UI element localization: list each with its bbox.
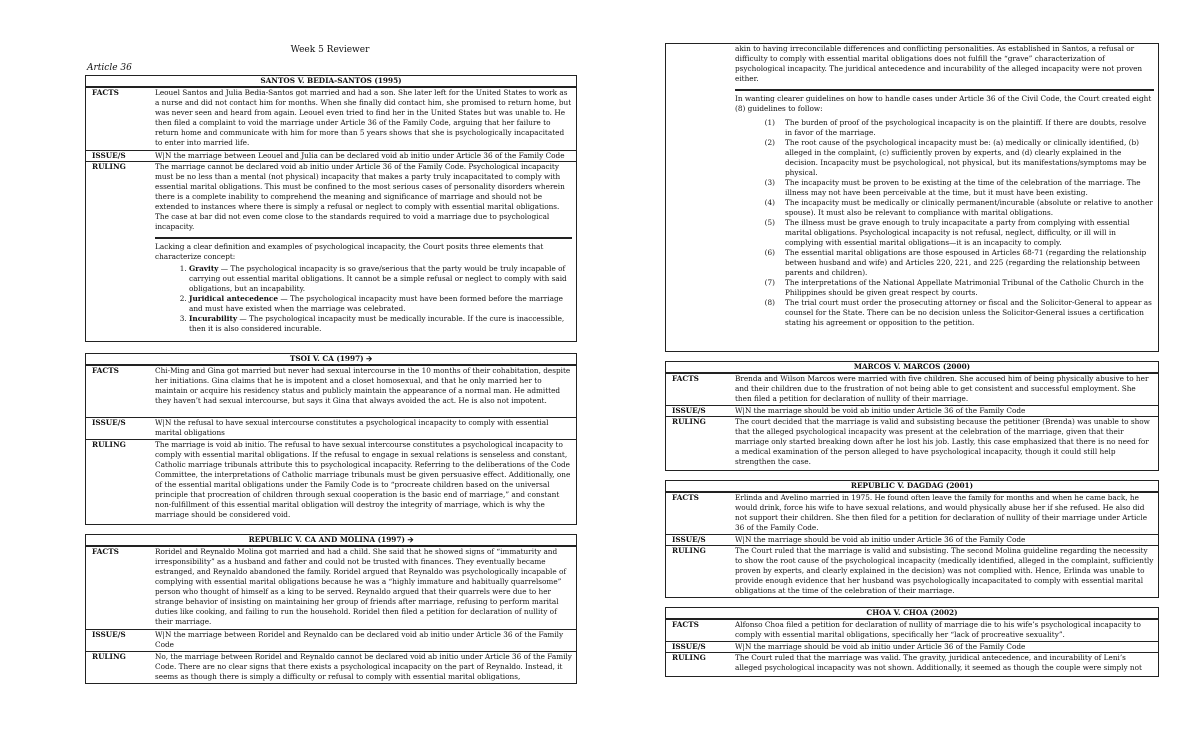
- article-heading: Article 36: [87, 63, 132, 73]
- case-header: REPUBLIC V. DAGDAG (2001): [666, 481, 1158, 492]
- divider: [155, 237, 572, 239]
- ruling-row: [86, 651, 576, 682]
- list-item: (1) The burden of proof of the psychological incapacity is on the plaintiff. If there are doubts, resolve in favor of the marriage.: [764, 118, 1147, 137]
- facts-row: [666, 619, 1158, 641]
- facts-row: [666, 373, 1158, 405]
- ruling-continued-text: akin to having irreconcilable differences and conflicting personalities. As established in Santos, a refusal or difficulty to comply with essential marital obligations does not fulfill the “grave” characterization of psychological incapacity. The juridical antecedence and incurability of the alleged incapacity were not proven either.: [735, 44, 1143, 83]
- list-item: (6) The essential marital obligations are those espoused in Articles 68-71 (regarding the relationship between husband and wife) and Articles 220, 221, and 225 (regarding the relationship between parents and children).: [764, 248, 1147, 277]
- case-header: TSOI V. CA (1997) 🡪: [86, 354, 576, 365]
- ruling-content: [155, 162, 576, 334]
- facts-label: FACTS: [92, 88, 119, 97]
- facts-row: [666, 492, 1158, 534]
- facts-row: [86, 87, 576, 150]
- issue-row: [666, 534, 1158, 545]
- facts-label: FACTS: [672, 620, 699, 629]
- case-santos: [85, 75, 577, 342]
- facts-label: FACTS: [92, 547, 119, 556]
- ruling-label: RULING: [92, 440, 126, 449]
- list-item: (3) The incapacity must be proven to be existing at the time of the celebration of the marriage. The illness may not have been perceivable at the time, but it must have been existing.: [764, 178, 1141, 197]
- facts-label: FACTS: [672, 374, 699, 383]
- issue-text: W|N the refusal to have sexual intercourse constitutes a psychological incapacity to comply with essential marital obligations: [155, 418, 549, 437]
- issue-row: [666, 641, 1158, 652]
- list-item: 1. Gravity — The psychological incapacity is so grave/serious that the party would be truly incapable of carrying out essential marital obligations. It cannot be a simple refusal or neglect to comply with said obligations, but an incapability.: [189, 264, 572, 294]
- divider: [735, 89, 1154, 91]
- facts-label: FACTS: [92, 366, 119, 375]
- ruling-continued: [735, 44, 1158, 328]
- list-item: (8) The trial court must order the prosecuting attorney or fiscal and the Solicitor-General to appear as counsel for the State. There can be no decision unless the Solicitor-General issues a certification stating his agreement or opposition to the petition.: [764, 298, 1152, 327]
- issue-text: W|N the marriage should be void ab initio under Article 36 of the Family Code: [735, 535, 1026, 544]
- issue-label: ISSUE/S: [672, 535, 706, 544]
- issue-label: ISSUE/S: [92, 151, 126, 160]
- case-header: SANTOS V. BEDIA-SANTOS (1995): [86, 76, 576, 87]
- ruling-text: The Court ruled that the marriage is valid and subsisting. The second Molina guideline regarding the necessity to show the root cause of the psychological incapacity (medically identified, alleged in the complaint, sufficiently proven by experts, and clearly explained in the decision) was not complied with. Hence, Erlinda was unable to provide enough evidence that her husband was psychologically incapacitated to comply with essential marital obligations at the time of the celebration of their marriage.: [735, 546, 1154, 595]
- ruling-intro: Lacking a clear definition and examples of psychological incapacity, the Court posits three elements that characterize concept:: [155, 242, 544, 261]
- ruling-text: The court decided that the marriage is valid and subsisting because the petitioner (Brenda) was unable to show that the alleged psychological incapacity was present at the celebration of the marriage, given that their marriage only started breaking down after he lost his job. Lastly, this case emphasized that there is no need for a medical examination of the person alleged to have psychological incapacity, though it could still help strengthen the case.: [735, 417, 1150, 466]
- list-item: (7) The interpretations of the National Appellate Matrimonial Tribunal of the Catholic Church in the Philippines should be given great respect by courts.: [764, 278, 1144, 297]
- ruling-text: The marriage cannot be declared void ab initio under Article 36 of the Family Code. Psychological incapacity must be no less than a mental (not physical) incapacity that makes a party truly incapacitated to comply with essential marital obligations. This must be confined to the most serious cases of personality disorders wherein there is a complete inability to comprehend the meaning and significance of marriage and should not be extended to instances where there is simply a refusal or neglect to comply with essential marital obligations. The case at bar did not even come close to the standards required to void a marriage due to psychological incapacity.: [155, 162, 565, 231]
- list-item: (5) The illness must be grave enough to truly incapacitate a party from complying with essential marital obligations. Psychological incapacity is not refusal, neglect, difficulty, or ill will in complying with essential marital obligations—it is an incapacity to comply.: [764, 218, 1130, 247]
- case-tsoi: [85, 353, 577, 525]
- list-item: 3. Incurability — The psychological incapacity must be medically incurable. If the cure is inaccessible, then it is also considered incurable.: [189, 314, 572, 334]
- case-header: REPUBLIC V. CA AND MOLINA (1997) 🡪: [86, 535, 576, 546]
- facts-text: Brenda and Wilson Marcos were married with five children. She accused him of being physically abusive to her and their children due to the frustration of not being able to get consistent and successful employment. She then filed a petition for declaration of nullity of their marriage.: [735, 374, 1149, 403]
- ruling-row: [86, 161, 576, 334]
- ruling-row: [666, 652, 1158, 673]
- facts-row: [86, 546, 576, 629]
- case-molina: [85, 534, 577, 684]
- ruling-label: RULING: [672, 546, 706, 555]
- ruling-label: RULING: [672, 653, 706, 662]
- ruling-text: No, the marriage between Roridel and Reynaldo cannot be declared void ab initio under Article 36 of the Family Code. There are no clear signs that there exists a psychological incapacity on the part of Reynaldo. Instead, it seems as though there is simply a difficulty or refusal to comply with essential marital obligations,: [155, 652, 572, 681]
- issue-text: W|N the marriage should be void ab initio under Article 36 of the Family Code: [735, 406, 1026, 415]
- issue-label: ISSUE/S: [672, 642, 706, 651]
- issue-row: [666, 405, 1158, 416]
- ruling-row: [86, 439, 576, 520]
- issue-label: ISSUE/S: [92, 418, 126, 427]
- case-marcos: [665, 361, 1159, 471]
- issue-label: ISSUE/S: [672, 406, 706, 415]
- issue-row: [86, 629, 576, 651]
- issue-text: W|N the marriage between Roridel and Reynaldo can be declared void ab initio under Article 36 of the Family Code: [155, 630, 564, 649]
- document-title: Week 5 Reviewer: [290, 45, 370, 55]
- case-dagdag: [665, 480, 1159, 598]
- issue-text: W|N the marriage should be void ab initio under Article 36 of the Family Code: [735, 642, 1026, 651]
- case-molina-continued: [665, 43, 1159, 352]
- ruling-row: [666, 416, 1158, 467]
- facts-label: FACTS: [672, 493, 699, 502]
- issue-row: [86, 150, 576, 161]
- ruling-text: The Court ruled that the marriage was valid. The gravity, juridical antecedence, and incurability of Leni’s alleged psychological incapacity was not shown. Additionally, it seemed as though the couple were simply not: [735, 653, 1142, 672]
- facts-text: Leouel Santos and Julia Bedia-Santos got married and had a son. She later left for the United States to work as a nurse and did not contact him for months. When she finally did contact him, she promised to return home, but was never seen and heard from again. Leouel even tried to find her in the United States but was unable to. He then filed a complaint to void the marriage under Article 36 of the Family Code, arguing that her failure to return home and communicate with him for more than 5 years shows that she is psychologically incapacitated to enter into married life.: [155, 88, 572, 147]
- issue-row: [86, 417, 576, 439]
- guidelines-intro: In wanting clearer guidelines on how to handle cases under Article 36 of the Civil Code, the Court created eight (8) guidelines to follow:: [735, 94, 1152, 113]
- ruling-text: The marriage is void ab initio. The refusal to have sexual intercourse constitutes a psychological incapacity to comply with essential marital obligations. If the refusal to engage in sexual relations is senseless and constant, Catholic marriage tribunals attribute this to psychological incapacity. Referring to the deliberations of the Code Committee, the interpretations of Catholic marriage tribunals must be given persuasive effect. Additionally, one of the essential marital obligations under the Family Code is to “procreate children based on the universal principle that procreation of children through sexual cooperation is the basic end of marriage,” and constant non-fulfillment of this essential marital obligation will destroy the integrity of marriage, which is why the marriage should be considered void.: [155, 440, 571, 519]
- case-choa: [665, 607, 1159, 677]
- ruling-row: [666, 545, 1158, 596]
- issue-text: W|N the marriage between Leouel and Julia can be declared void ab initio under Article 36 of the Family Code: [155, 151, 565, 160]
- ruling-continued-row: [666, 44, 1158, 328]
- facts-text: Chi-Ming and Gina got married but never had sexual intercourse in the 10 months of their cohabitation, despite her initiations. Gina claims that he is impotent and a closet homosexual, and that he only married her to maintain or acquire his residency status and publicly maintain the appearance of a normal man. He admitted they haven’t had sexual intercourse, but says it Gina that always avoided the act. He is also not impotent.: [155, 366, 571, 405]
- case-header: MARCOS V. MARCOS (2000): [666, 362, 1158, 373]
- facts-text: Alfonso Choa filed a petition for declaration of nullity of marriage die to his wife’s psychological incapacity to comply with essential marital obligations, specifically her “lack of procreative sexuality”.: [735, 620, 1141, 639]
- ruling-label: RULING: [672, 417, 706, 426]
- facts-row: [86, 365, 576, 417]
- list-item: (4) The incapacity must be medically or clinically permanent/incurable (absolute or relative to another spouse). It must also be relevant to compliance with marital obligations.: [764, 198, 1153, 217]
- ruling-label: RULING: [92, 162, 126, 171]
- facts-text: Erlinda and Avelino married in 1975. He found often leave the family for months and when he came back, he would drink, force his wife to have sexual relations, and would physically abuse her if she refused. He also did not support their children. She then filed for a petition for declaration of nullity of their marriage under Article 36 of the Family Code.: [735, 493, 1148, 532]
- list-item: 2. Juridical antecedence — The psychological incapacity must have been formed before the marriage and must have existed when the marriage was celebrated.: [189, 294, 572, 314]
- elements-list: [155, 264, 572, 334]
- facts-text: Roridel and Reynaldo Molina got married and had a child. She said that he showed signs of “immaturity and irresponsibility” as a husband and father and could not be trusted with finances. They eventually became estranged, and Reynaldo abandoned the family. Roridel argued that Reynaldo was psychologically incapable of complying with essential marital obligations because he was a “highly immature and habitually quarrelsome” person who thought of himself as a king to be served. Reynaldo argued that their quarrels were due to her strange behavior of insisting on maintaining her group of friends after marriage, refusing to perform marital duties like cooking, and failing to run the household. Roridel then filed a petition for declaration of nullity of their marriage.: [155, 547, 567, 626]
- ruling-label: RULING: [92, 652, 126, 661]
- case-header: CHOA V. CHOA (2002): [666, 608, 1158, 619]
- issue-label: ISSUE/S: [92, 630, 126, 639]
- guidelines-list: [735, 118, 1154, 328]
- list-item: (2) The root cause of the psychological incapacity must be: (a) medically or clinically identified, (b) alleged in the complaint, (c) sufficiently proven by experts, and (d) clearly explained in the decision. Incapacity must be psychological, not physical, but its manifestations/symptoms may be physical.: [764, 138, 1147, 177]
